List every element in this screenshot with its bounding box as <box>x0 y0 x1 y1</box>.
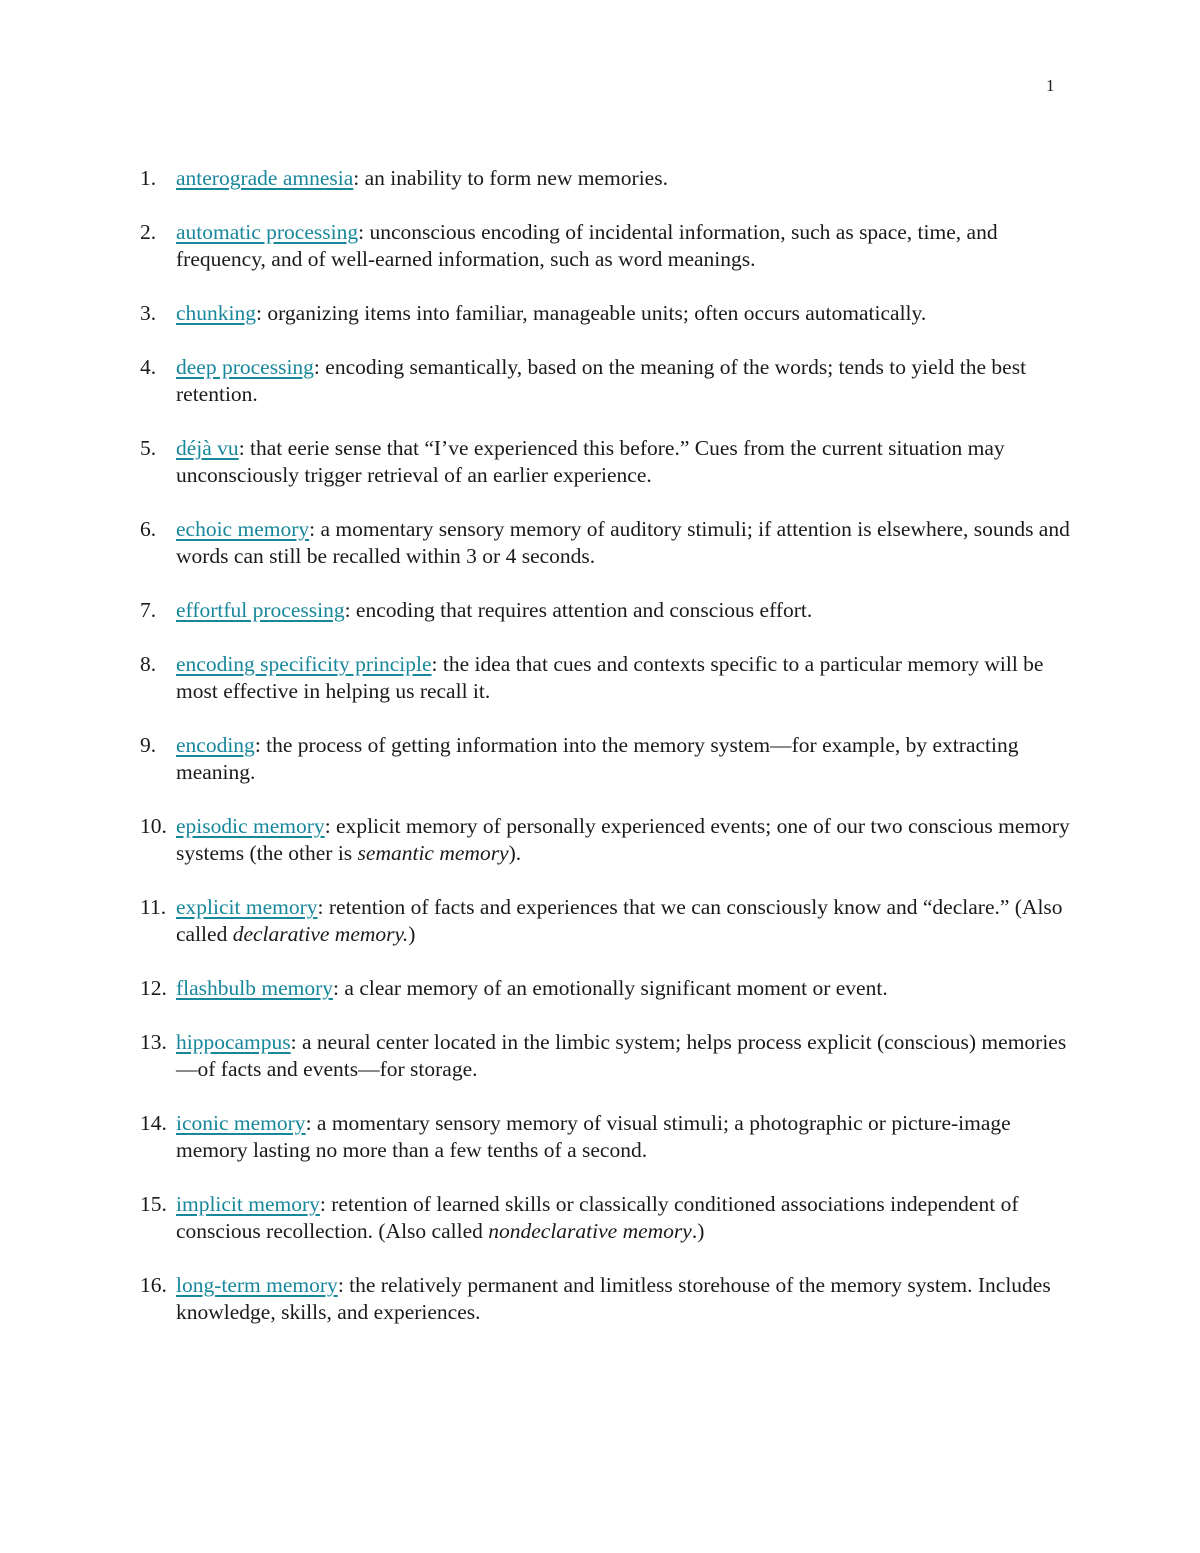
definition-text: : a clear memory of an emotionally significant moment or event. <box>333 976 888 1000</box>
definition-text: : encoding that requires attention and conscious effort. <box>344 598 813 622</box>
term-link[interactable]: implicit memory <box>176 1192 320 1216</box>
glossary-item <box>140 813 1070 867</box>
item-body <box>176 435 1070 489</box>
item-number: 6. <box>140 517 157 541</box>
glossary-item <box>140 975 1070 1002</box>
definition-text: : a momentary sensory memory of auditory stimuli; if attention is elsewhere, sounds and words can still be recalled within 3 or 4 seconds. <box>176 517 1070 568</box>
definition-tail: ). <box>508 841 522 865</box>
term-link[interactable]: anterograde amnesia <box>176 166 354 190</box>
definition-text: : the idea that cues and contexts specific to a particular memory will be most effective in helping us recall it. <box>176 652 1044 703</box>
definition-text: : a neural center located in the limbic system; helps process explicit (conscious) memories—of facts and events—for storage. <box>176 1030 1067 1081</box>
term-link[interactable]: automatic processing <box>176 220 359 244</box>
item-body <box>176 813 1070 867</box>
item-number: 8. <box>140 652 157 676</box>
item-number: 12. <box>140 976 167 1000</box>
definition-text: : that eerie sense that “I’ve experienced this before.” Cues from the current situation may unconsciously trigger retrieval of an earlier experience. <box>176 436 1005 487</box>
definition-text: : explicit memory of personally experienced events; one of our two conscious memory systems (the other is <box>176 814 1070 865</box>
glossary-item <box>140 1029 1070 1083</box>
term-link[interactable]: encoding <box>176 733 255 757</box>
glossary-item <box>140 894 1070 948</box>
item-number: 11. <box>140 895 167 919</box>
definition-text: : a momentary sensory memory of visual stimuli; a photographic or picture-image memory lasting no more than a few tenths of a second. <box>176 1111 1011 1162</box>
term-link[interactable]: chunking <box>176 301 257 325</box>
term-link[interactable]: episodic memory <box>176 814 325 838</box>
item-body <box>176 165 1070 192</box>
glossary-item <box>140 435 1070 489</box>
item-body <box>176 1191 1070 1245</box>
item-body <box>176 651 1070 705</box>
item-body <box>176 516 1070 570</box>
glossary-item <box>140 1272 1070 1326</box>
glossary-item <box>140 300 1070 327</box>
item-body <box>176 219 1070 273</box>
term-link[interactable]: iconic memory <box>176 1111 306 1135</box>
definition-italic: nondeclarative memory <box>488 1219 692 1243</box>
term-link[interactable]: echoic memory <box>176 517 310 541</box>
term-link[interactable]: encoding specificity principle <box>176 652 432 676</box>
item-number: 9. <box>140 733 157 757</box>
glossary-item <box>140 732 1070 786</box>
term-link[interactable]: effortful processing <box>176 598 345 622</box>
definition-text: : retention of facts and experiences that we can consciously know and “declare.” (Also called <box>176 895 1063 946</box>
glossary-item <box>140 1191 1070 1245</box>
definition-text: : the relatively permanent and limitless storehouse of the memory system. Includes knowledge, skills, and experiences. <box>176 1273 1051 1324</box>
item-body <box>176 975 1070 1002</box>
definition-tail: .) <box>691 1219 705 1243</box>
definition-text: : retention of learned skills or classically conditioned associations independent of conscious recollection. (Also called <box>176 1192 1019 1243</box>
definition-italic: semantic memory <box>357 841 509 865</box>
item-body <box>176 1110 1070 1164</box>
item-number: 3. <box>140 301 157 325</box>
item-body <box>176 1029 1070 1083</box>
definition-tail: ) <box>408 922 416 946</box>
item-body <box>176 300 1070 327</box>
definition-text: : organizing items into familiar, manageable units; often occurs automatically. <box>256 301 927 325</box>
item-number: 15. <box>140 1192 167 1216</box>
term-link[interactable]: hippocampus <box>176 1030 291 1054</box>
item-number: 7. <box>140 598 157 622</box>
item-body <box>176 354 1070 408</box>
glossary-item <box>140 516 1070 570</box>
term-link[interactable]: long-term memory <box>176 1273 338 1297</box>
item-number: 2. <box>140 220 157 244</box>
glossary-item <box>140 597 1070 624</box>
item-body <box>176 732 1070 786</box>
item-number: 16. <box>140 1273 167 1297</box>
glossary-item <box>140 354 1070 408</box>
term-link[interactable]: explicit memory <box>176 895 318 919</box>
item-number: 1. <box>140 166 157 190</box>
item-body <box>176 894 1070 948</box>
item-body <box>176 597 1070 624</box>
definition-text: : unconscious encoding of incidental information, such as space, time, and frequency, and of well-earned information, such as word meanings. <box>176 220 998 271</box>
glossary-item <box>140 651 1070 705</box>
definition-text: : the process of getting information into the memory system—for example, by extracting meaning. <box>176 733 1019 784</box>
item-body <box>176 1272 1070 1326</box>
term-link[interactable]: déjà vu <box>176 436 239 460</box>
item-number: 10. <box>140 814 167 838</box>
glossary-item <box>140 165 1070 192</box>
page-number: 1 <box>1046 76 1055 95</box>
item-number: 14. <box>140 1111 167 1135</box>
item-number: 13. <box>140 1030 167 1054</box>
term-link[interactable]: deep processing <box>176 355 314 379</box>
glossary-item <box>140 219 1070 273</box>
term-link[interactable]: flashbulb memory <box>176 976 334 1000</box>
item-number: 5. <box>140 436 157 460</box>
definition-text: : encoding semantically, based on the meaning of the words; tends to yield the best retention. <box>176 355 1027 406</box>
glossary-item <box>140 1110 1070 1164</box>
item-number: 4. <box>140 355 157 379</box>
definition-text: : an inability to form new memories. <box>353 166 668 190</box>
definition-italic: declarative memory. <box>232 922 409 946</box>
glossary-list <box>140 165 1070 1353</box>
